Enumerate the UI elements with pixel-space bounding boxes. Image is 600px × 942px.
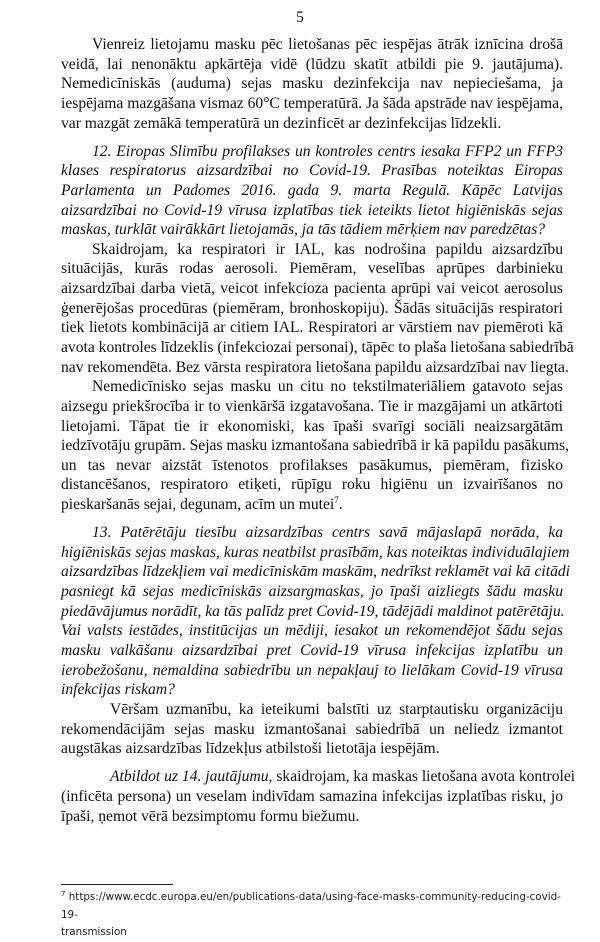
text-line: infekcijas riskam? [61,681,175,699]
answer-paragraph [61,240,574,377]
text-line: aizsardzības līdzekļiem vai medicīniskām maskām, nedrīkst reklamēt vai kā citādi [61,563,571,581]
text-line: īpaši, ņemot vērā bezsimptomu formu biežumu. [61,807,360,825]
text-line: iespējama mazgāšana vismaz 60°C temperatūrā. Ja šāda apstrāde nav iespējama, [61,94,563,112]
text-line: klases respiratorus aizsardzībai no Covid-19. Prasības noteiktas Eiropas [61,162,563,180]
text-line: iedzīvotāju grupām. Sejas masku izmantošana sabiedrībā ir kā papildu pasākums, [61,437,569,455]
text-segment: , skaidrojam, ka maskas lietošana avota kontrolei [268,768,576,786]
text-line: 13. Patērētāju tiesību aizsardzības centrs savā mājaslapā norāda, ka [92,524,563,542]
question-paragraph [61,142,563,240]
text-line: aizsardzībai darba vietā, veicot infekcioza pacienta aprūpi vai veicot aerosolus [61,280,563,298]
text-line: rekomendācijām sejas masku izmantošanai sabiedrībā un neliedz izmantot [61,720,563,738]
text-line: Skaidrojam, ka respiratori ir IAL, kas nodrošina papildu aizsardzību [92,240,563,258]
text-line: higiēniskās sejas maskas, kuras neatbilst prasībām, kas noteiktas individuālajiem [61,543,570,561]
italic-text: Atbildot uz 14. jautājumu [110,768,269,786]
text-line [61,767,576,787]
text-line: nav rekomendēta. Bez vārsta respiratora lietošana papildu aizsardzībai nav liegta. [61,358,569,376]
text-line: Vēršam uzmanību, ka ieteikumi balstīti uz starptautisku organizāciju [110,700,563,718]
text-line: aizsardzībai no Covid-19 vīrusa izplatības tiek ieteikts lietot higiēniskās sejas [61,201,563,219]
answer-paragraph [61,767,576,826]
text-segment: . [338,496,343,514]
text-line: situācijās, kurās rodas aerosoli. Piemēram, veselības aprūpes darbinieku [61,260,563,278]
question-paragraph [61,523,571,700]
footnote-url[interactable]: https://www.ecdc.europa.eu/en/publications-data/using-face-masks-community-reducing-covid-19- [61,891,561,921]
text-line [61,495,563,515]
text-line: Vienreiz lietojamu masku pēc lietošanas pēc iespējas ātrāk iznīcina drošā [92,36,563,53]
footnote-marker: 7 [61,890,66,898]
answer-paragraph [61,700,563,759]
footnote [61,889,561,942]
text-line: Nemedicīniskās (auduma) sejas masku dezinfekcija nav nepieciešama, ja [61,75,563,93]
footnote-divider [61,884,173,885]
text-line: distancēšanos, respiratoro etiķeti, rūpīgu roku higiēnu un izvairīšanos no [61,476,563,494]
text-line: lietojami. Tāpat tie ir ekonomiski, kas īpaši svarīgi sociāli neaizsargātām [61,417,563,435]
document-body [61,35,576,826]
page-number: 5 [296,9,304,26]
text-line: Nemedicīnisko sejas masku un citu no tekstilmateriāliem gatavoto sejas [92,378,563,396]
text-line: Vai valsts iestādes, institūcijas un mēdiji, iesakot un rekomendējot šādu sejas [61,622,563,640]
text-line: var mazgāt zemākā temperatūrā un dezinficēt ar dezinfekcijas līdzekli. [61,114,502,132]
text-line: (inficēta persona) un veselam indivīdam samazina infekcijas izplatības risku, jo [61,787,563,805]
text-line: ierobežošanu, nemaldina sabiedrību un nepakļauj to lielākam Covid-19 vīrusa [61,661,563,679]
text-line: piedāvājumus norādīt, ka tās palīdz pret Covid-19, tādējādi maldinot patērētāju. [61,602,565,620]
text-line: masku valkāšanu aizsardzībai pret Covid-19 vīrusa infekcijas izplatību un [61,642,563,659]
text-line: un tas nevar aizstāt īstenotos profilakses pasākumus, piemēram, fizisko [61,456,563,474]
footnote-line[interactable] [61,889,561,924]
text-line: 12. Eiropas Slimību profilakses un kontroles centrs iesaka FFP2 un FFP3 [92,142,563,160]
text-line: aizsegu priekšrocība ir to vienkāršā izgatavošana. Tie ir mazgājami un atkārtoti [61,397,563,415]
text-line: ģenerējošas procedūras (piemēram, bronhoskopiju). Šādās situācijās respiratori [61,299,563,317]
text-line: pasniegt kā sejas medicīniskās aizsargmaskas, jo īpaši aizliegts šādu masku [61,583,563,601]
footnote-reference[interactable]: 7 [334,495,339,506]
text-line: augstākas aizsardzības līdzekļus atbilstoši lietotāja iespējām. [61,740,440,758]
text-line: tiek lietots kombinācijā ar citiem IAL. Respiratori ar vārstiem nav piemēroti kā [61,319,563,337]
text-line: veidā, lai nenonāktu apkārtēja vidē (lūdzu skatīt atbildi pie 9. jautājuma). [61,55,563,73]
footnote-url-cont[interactable]: transmission [61,926,127,938]
text-line: avota kontroles līdzeklis (infekciozai personai), tāpēc to plaša lietošana sabiedrībā [61,339,574,356]
text-line: maskas, turklāt vairākkārt lietojamās, ja tās tādiem mērķiem nav paredzētas? [61,221,546,239]
answer-paragraph [61,377,569,514]
text-line: Parlamenta un Padomes 2016. gada 9. marta Regulā. Kāpēc Latvijas [61,181,563,199]
text-segment: pieskaršanās sejai, degunam, acīm un mutei [61,496,335,514]
answer-paragraph [61,35,563,133]
